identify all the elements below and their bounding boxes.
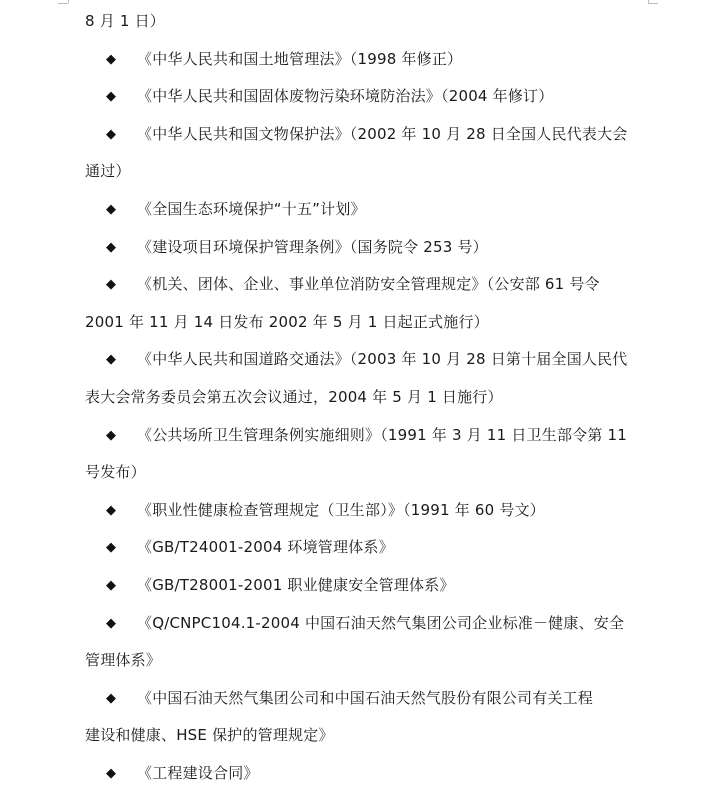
list-item: 《中华人民共和国固体废物污染环境防治法》（2004 年修订） [137,87,554,105]
bullet-icon: ◆ [106,766,116,781]
list-item: 《工程建设合同》 [137,764,259,782]
bullet-icon: ◆ [106,127,116,142]
bullet-icon: ◆ [106,89,116,104]
list-item: 《全国生态环境保护“十五”计划》 [137,200,366,218]
bullet-icon: ◆ [106,616,116,631]
list-item: 《中华人民共和国文物保护法》（2002 年 10 月 28 日全国人民代表大会 [137,125,628,143]
list-item-continuation: 2001 年 11 月 14 日发布 2002 年 5 月 1 日起正式施行） [85,313,489,331]
bullet-icon: ◆ [106,52,116,67]
list-item: 《职业性健康检查管理规定（卫生部）》（1991 年 60 号文） [137,501,545,519]
list-item: 《中华人民共和国土地管理法》（1998 年修正） [137,50,463,68]
list-item: 《建设项目环境保护管理条例》（国务院令 253 号） [137,238,488,256]
list-item: 《中国石油天然气集团公司和中国石油天然气股份有限公司有关工程 [137,689,594,707]
page-corner-mark-left [68,0,69,3]
bullet-icon: ◆ [106,352,116,367]
bullet-icon: ◆ [106,578,116,593]
list-item-continuation: 8 月 1 日） [85,12,165,30]
list-item: 《GB/T28001-2001 职业健康安全管理体系》 [137,576,455,594]
list-item: 《公共场所卫生管理条例实施细则》（1991 年 3 月 11 日卫生部令第 11 [137,426,628,444]
bullet-icon: ◆ [106,540,116,555]
bullet-icon: ◆ [106,691,116,706]
list-item-continuation: 管理体系》 [85,651,162,669]
list-item-continuation: 建设和健康、HSE 保护的管理规定》 [85,726,334,744]
page-corner-mark-right-h [648,3,658,4]
bullet-icon: ◆ [106,202,116,217]
list-item-continuation: 号发布） [85,463,146,481]
page-corner-mark-left-h [58,3,68,4]
list-item: 《Q/CNPC104.1-2004 中国石油天然气集团公司企业标准－健康、安全 [137,614,625,632]
bullet-icon: ◆ [106,240,116,255]
bullet-icon: ◆ [106,277,116,292]
bullet-icon: ◆ [106,503,116,518]
list-item: 《中华人民共和国道路交通法》（2003 年 10 月 28 日第十届全国人民代 [137,350,628,368]
list-item-continuation: 表大会常务委员会第五次会议通过，2004 年 5 月 1 日施行） [85,388,503,406]
list-item: 《GB/T24001-2004 环境管理体系》 [137,538,394,556]
list-item-continuation: 通过） [85,162,131,180]
bullet-icon: ◆ [106,428,116,443]
list-item: 《机关、团体、企业、事业单位消防安全管理规定》（公安部 61 号令 [137,275,600,293]
